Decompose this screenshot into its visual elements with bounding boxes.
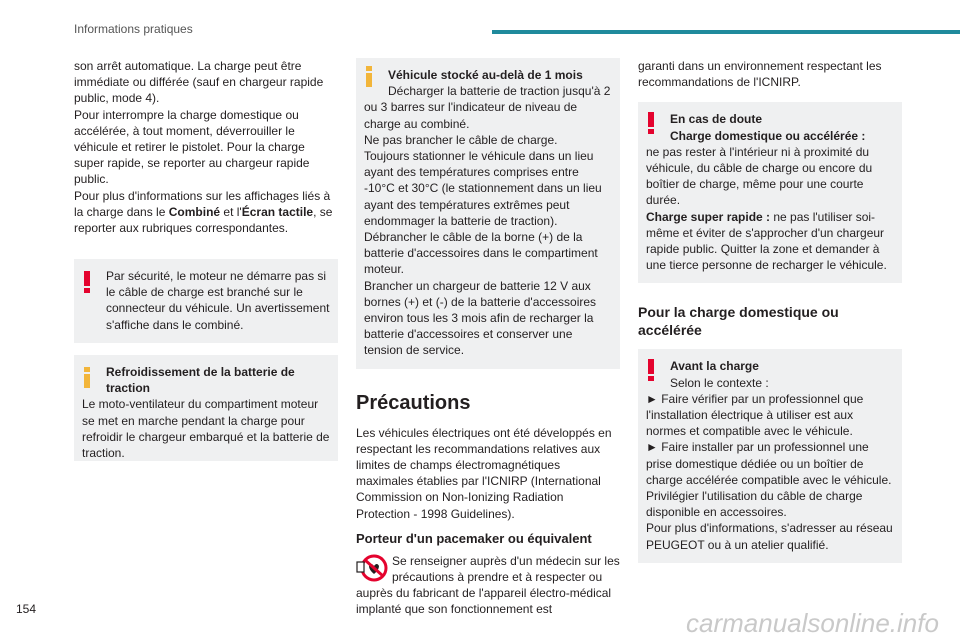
section-title: Informations pratiques bbox=[74, 22, 193, 36]
info-box-cooling: Refroidissement de la batterie de traction Le moto-ventilateur du compartiment moteur se met en marche pendant la charge pour refroidir le chargeur embarqué et la batterie de traction. bbox=[74, 355, 338, 461]
paragraph: Les véhicules électriques ont été développés en respectant les recommandations relatives aux limites de champs électromagnétiques maximales établies par l'ICNIRP (International Commission on Non-Ionizing Radiation Protection - 1998 Guidelines). bbox=[356, 425, 612, 521]
warning-icon bbox=[648, 112, 654, 134]
info-box-storage: Véhicule stocké au-delà de 1 mois Décharger la batterie de traction jusqu'à 2 ou 3 barres sur l'indicateur de niveau de charge au combiné. Ne pas brancher le câble de charge. Toujours stationner le véhicule dans un lieu ayant des températures comprises entre -10°C et 30°C (le stationnement dans un lieu ayant des températures extrêmes peut endommager la batterie de traction). Débrancher le câble de la borne (+) de la batterie d'accessoires dans le compartiment moteur. Brancher un chargeur de batterie 12 V aux bornes (+) et (-) de la batterie d'accessoires environ tous les 3 mois afin de recharger la batterie d'accessoires et conserver une tension de service. bbox=[356, 58, 620, 369]
subheading: Porteur d'un pacemaker ou équivalent bbox=[356, 530, 592, 546]
column-1-boxes bbox=[74, 247, 338, 461]
paragraph: Pour interrompre la charge domestique ou accélérée, à tout moment, déverrouiller le véhicule et retirer le pistolet. Pour la charge super rapide, se reporter au chargeur rapide public. bbox=[74, 107, 310, 187]
warning-box-doubt: En cas de doute Charge domestique ou accélérée : ne pas rester à l'intérieur ni à proximité du véhicule, du câble de charge ou encore du boîtier de charge, même pour une courte durée. Charge super rapide : ne pas l'utiliser soi-même et éviter de s'approcher d'un chargeur rapide public. Quitter la zone et demander à une tierce personne de recharger le véhicule. bbox=[638, 102, 902, 283]
pacemaker-warning-icon bbox=[356, 553, 388, 583]
warning-box-before-charge: Avant la charge Selon le contexte : ► Faire vérifier par un professionnel que l'installation électrique à utiliser est aux normes et compatible avec le véhicule. ► Faire installer par un professionnel une prise domestique dédiée ou un boîtier de charge accélérée compatible avec le véhicule. Privilégier l'utilisation du câble de charge disponible en accessoires. Pour plus d'informations, s'adresser au réseau PEUGEOT ou à un atelier qualifié. bbox=[638, 349, 902, 562]
column-3 bbox=[638, 58, 902, 563]
warning-icon bbox=[84, 271, 90, 293]
warning-icon bbox=[648, 359, 654, 381]
info-icon bbox=[366, 66, 372, 86]
watermark: carmanualsonline.info bbox=[686, 608, 939, 638]
header-accent-bar bbox=[492, 30, 960, 34]
paragraph: son arrêt automatique. La charge peut être immédiate ou différée (sauf en chargeur rapide public, mode 4). bbox=[74, 59, 324, 106]
info-icon bbox=[84, 367, 90, 387]
section-heading: Pour la charge domestique ou accélérée bbox=[638, 304, 839, 339]
paragraph: garanti dans un environnement respectant les recommandations de l'ICNIRP. bbox=[638, 59, 882, 90]
paragraph: Pour plus d'informations sur les affichages liés à la charge dans le Combiné et l'Écran tactile, se reporter aux rubriques correspondantes. bbox=[74, 188, 333, 236]
page-number: 154 bbox=[16, 602, 37, 616]
pacemaker-block: Se renseigner auprès d'un médecin sur les précautions à prendre et à respecter ou auprès du fabricant de l'appareil électro-médical implanté que son fonctionnement est bbox=[356, 553, 620, 617]
column-2 bbox=[356, 58, 620, 618]
warning-box-engine: Par sécurité, le moteur ne démarre pas si le câble de charge est branché sur le connecteur du véhicule. Un avertissement s'affiche dans le combiné. bbox=[74, 259, 338, 343]
column-1 bbox=[74, 58, 338, 236]
section-heading: Précautions bbox=[356, 391, 471, 414]
paragraph: Le moto-ventilateur du compartiment moteur se met en marche pendant la charge pour refroidir le chargeur embarqué et la batterie de traction. bbox=[82, 397, 330, 461]
